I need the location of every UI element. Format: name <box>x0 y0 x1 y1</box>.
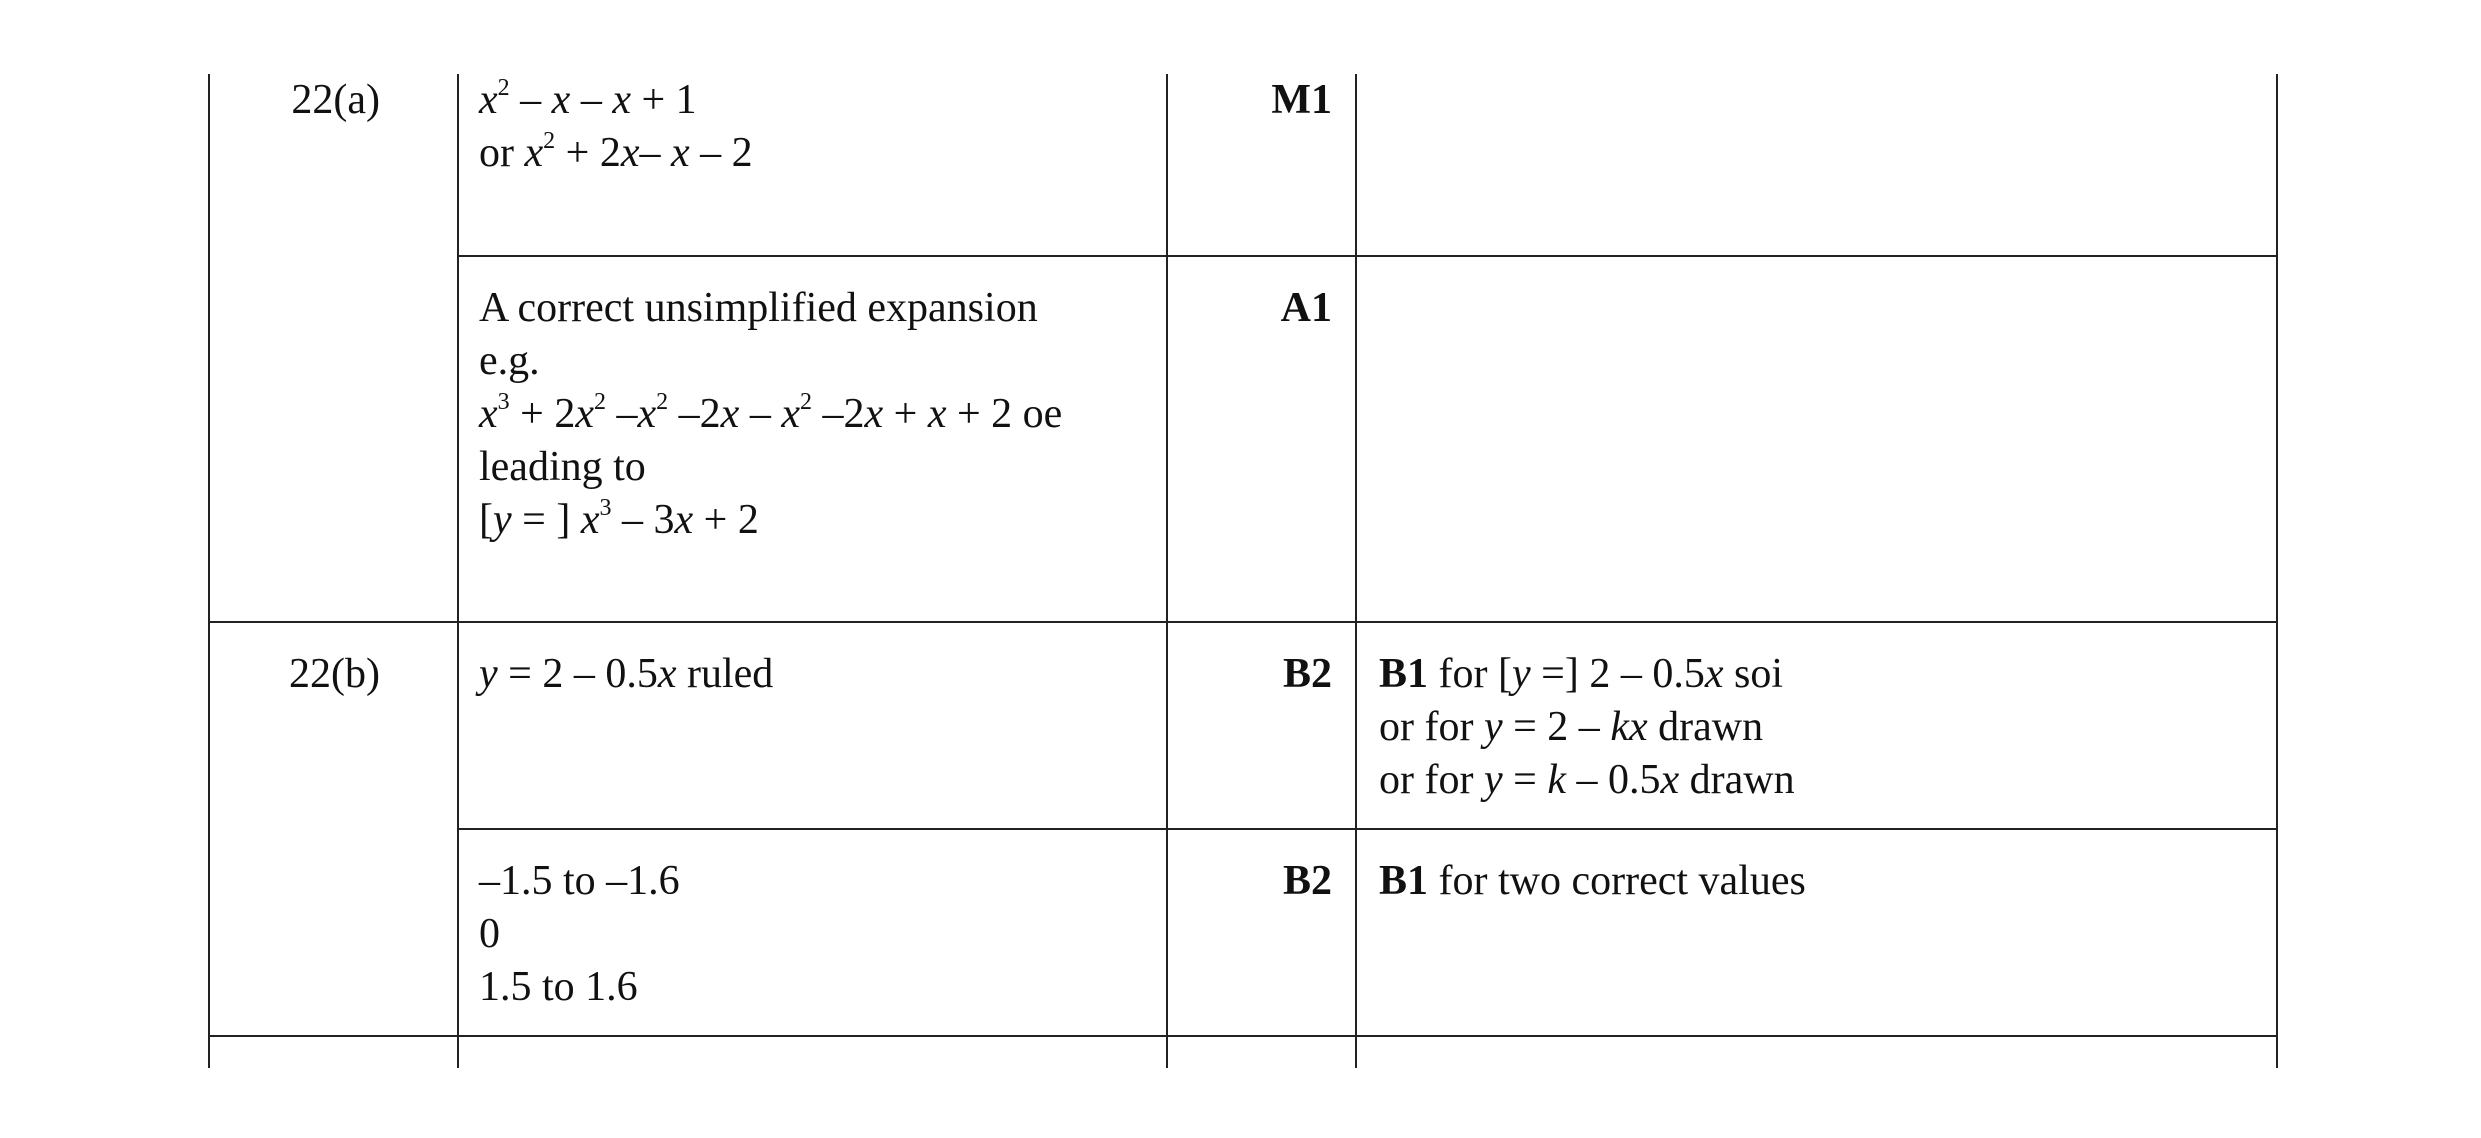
text-line <box>479 388 1062 441</box>
mark-code: B2 <box>1282 651 1332 697</box>
mark-code: M1 <box>1271 77 1332 123</box>
text-fragment: x <box>524 130 544 176</box>
text-fragment: x <box>1704 651 1724 697</box>
question-number: 22(b) <box>289 651 380 697</box>
text-fragment: x <box>637 391 657 437</box>
text-fragment: = ] <box>511 497 581 543</box>
row-divider <box>208 621 2278 623</box>
text-fragment: y <box>1483 704 1503 750</box>
superscript: 2 <box>656 389 669 415</box>
text-fragment: – 0.5 <box>1565 757 1661 803</box>
row-divider <box>457 255 2278 257</box>
text-fragment: x <box>551 77 571 123</box>
answer-cell <box>479 855 680 1014</box>
text-line <box>479 441 1062 494</box>
text-fragment: kx <box>1610 704 1648 750</box>
column-divider-answer <box>1166 74 1168 1068</box>
text-fragment: –2 <box>668 391 721 437</box>
text-fragment: x <box>864 391 884 437</box>
text-fragment: + 2 <box>555 130 621 176</box>
text-line <box>1379 855 1806 908</box>
text-fragment: x <box>1660 757 1680 803</box>
text-fragment: or for <box>1379 704 1484 750</box>
text-fragment: + <box>883 391 928 437</box>
text-fragment: ruled <box>676 651 774 697</box>
text-fragment: – 3 <box>611 497 675 543</box>
table-border-left <box>208 74 210 1068</box>
text-fragment: or for <box>1379 757 1484 803</box>
text-fragment: x <box>620 130 640 176</box>
table-border-right <box>2276 74 2278 1068</box>
column-divider-question <box>457 74 459 1068</box>
text-fragment: k <box>1547 757 1566 803</box>
mark-code: B2 <box>1282 858 1332 904</box>
superscript: 2 <box>594 389 606 415</box>
text-line <box>479 648 773 701</box>
text-line <box>479 961 680 1014</box>
text-line <box>479 74 753 127</box>
superscript: 2 <box>497 75 510 101</box>
text-fragment: y <box>1511 651 1531 697</box>
answer-cell <box>479 74 753 180</box>
text-fragment: y <box>1483 757 1503 803</box>
text-fragment: x <box>781 391 800 437</box>
text-fragment: y <box>493 497 512 543</box>
text-fragment: – <box>739 391 782 437</box>
text-fragment: [ <box>479 497 493 543</box>
text-line <box>479 127 753 180</box>
notes-cell <box>1379 648 1795 807</box>
text-fragment: drawn <box>1679 757 1795 803</box>
text-fragment: + 1 <box>630 77 697 123</box>
text-fragment: B1 <box>1379 858 1429 904</box>
text-fragment: A correct unsimplified expansion <box>479 285 1038 331</box>
text-fragment: x <box>657 651 677 697</box>
text-fragment: for two correct values <box>1428 858 1806 904</box>
row-divider <box>208 1035 2278 1037</box>
text-fragment: drawn <box>1647 704 1764 750</box>
text-line <box>1379 648 1795 701</box>
text-fragment: x <box>479 391 498 437</box>
text-fragment: =] 2 – 0.5 <box>1530 651 1705 697</box>
superscript: 3 <box>497 389 510 415</box>
text-fragment: 0 <box>479 911 500 957</box>
answer-cell <box>479 648 773 701</box>
text-fragment: 1.5 to 1.6 <box>479 964 638 1010</box>
text-fragment: –1.5 to –1.6 <box>479 858 680 904</box>
column-divider-mark <box>1355 74 1357 1068</box>
text-fragment: x <box>671 130 690 176</box>
superscript: 2 <box>543 128 556 154</box>
superscript: 2 <box>799 389 812 415</box>
question-number: 22(a) <box>291 77 380 123</box>
text-fragment: – <box>570 77 613 123</box>
text-fragment: x <box>612 77 631 123</box>
text-line <box>479 282 1062 335</box>
text-line <box>1379 701 1795 754</box>
text-fragment: x <box>580 497 600 543</box>
text-fragment: soi <box>1723 651 1783 697</box>
text-fragment: for [ <box>1428 651 1512 697</box>
text-fragment: = 2 – <box>1502 704 1611 750</box>
text-fragment: or <box>479 130 525 176</box>
text-fragment: – <box>509 77 552 123</box>
text-fragment: x <box>720 391 740 437</box>
text-fragment: –2 <box>811 391 865 437</box>
text-fragment: x <box>674 497 694 543</box>
text-fragment: x <box>575 391 594 437</box>
text-fragment: leading to <box>479 444 646 490</box>
text-fragment: + 2 oe <box>946 391 1063 437</box>
superscript: 3 <box>599 495 612 521</box>
text-fragment: x <box>479 77 498 123</box>
mark-code: A1 <box>1280 285 1332 331</box>
text-fragment: – 2 <box>689 130 753 176</box>
answer-cell <box>479 282 1062 547</box>
text-line <box>479 908 680 961</box>
text-fragment: + 2 <box>693 497 759 543</box>
text-line <box>479 494 1062 547</box>
text-fragment: – <box>606 391 638 437</box>
text-fragment: B1 <box>1379 651 1429 697</box>
text-fragment: – <box>639 130 671 176</box>
notes-cell <box>1379 855 1806 908</box>
text-fragment: y <box>479 651 498 697</box>
text-fragment: = <box>1502 757 1548 803</box>
row-divider <box>457 828 2278 830</box>
text-fragment: = 2 – 0.5 <box>497 651 658 697</box>
text-fragment: + 2 <box>509 391 576 437</box>
text-line <box>479 335 1062 388</box>
text-line <box>1379 754 1795 807</box>
text-line <box>479 855 680 908</box>
text-fragment: x <box>927 391 947 437</box>
text-fragment: e.g. <box>479 338 540 384</box>
